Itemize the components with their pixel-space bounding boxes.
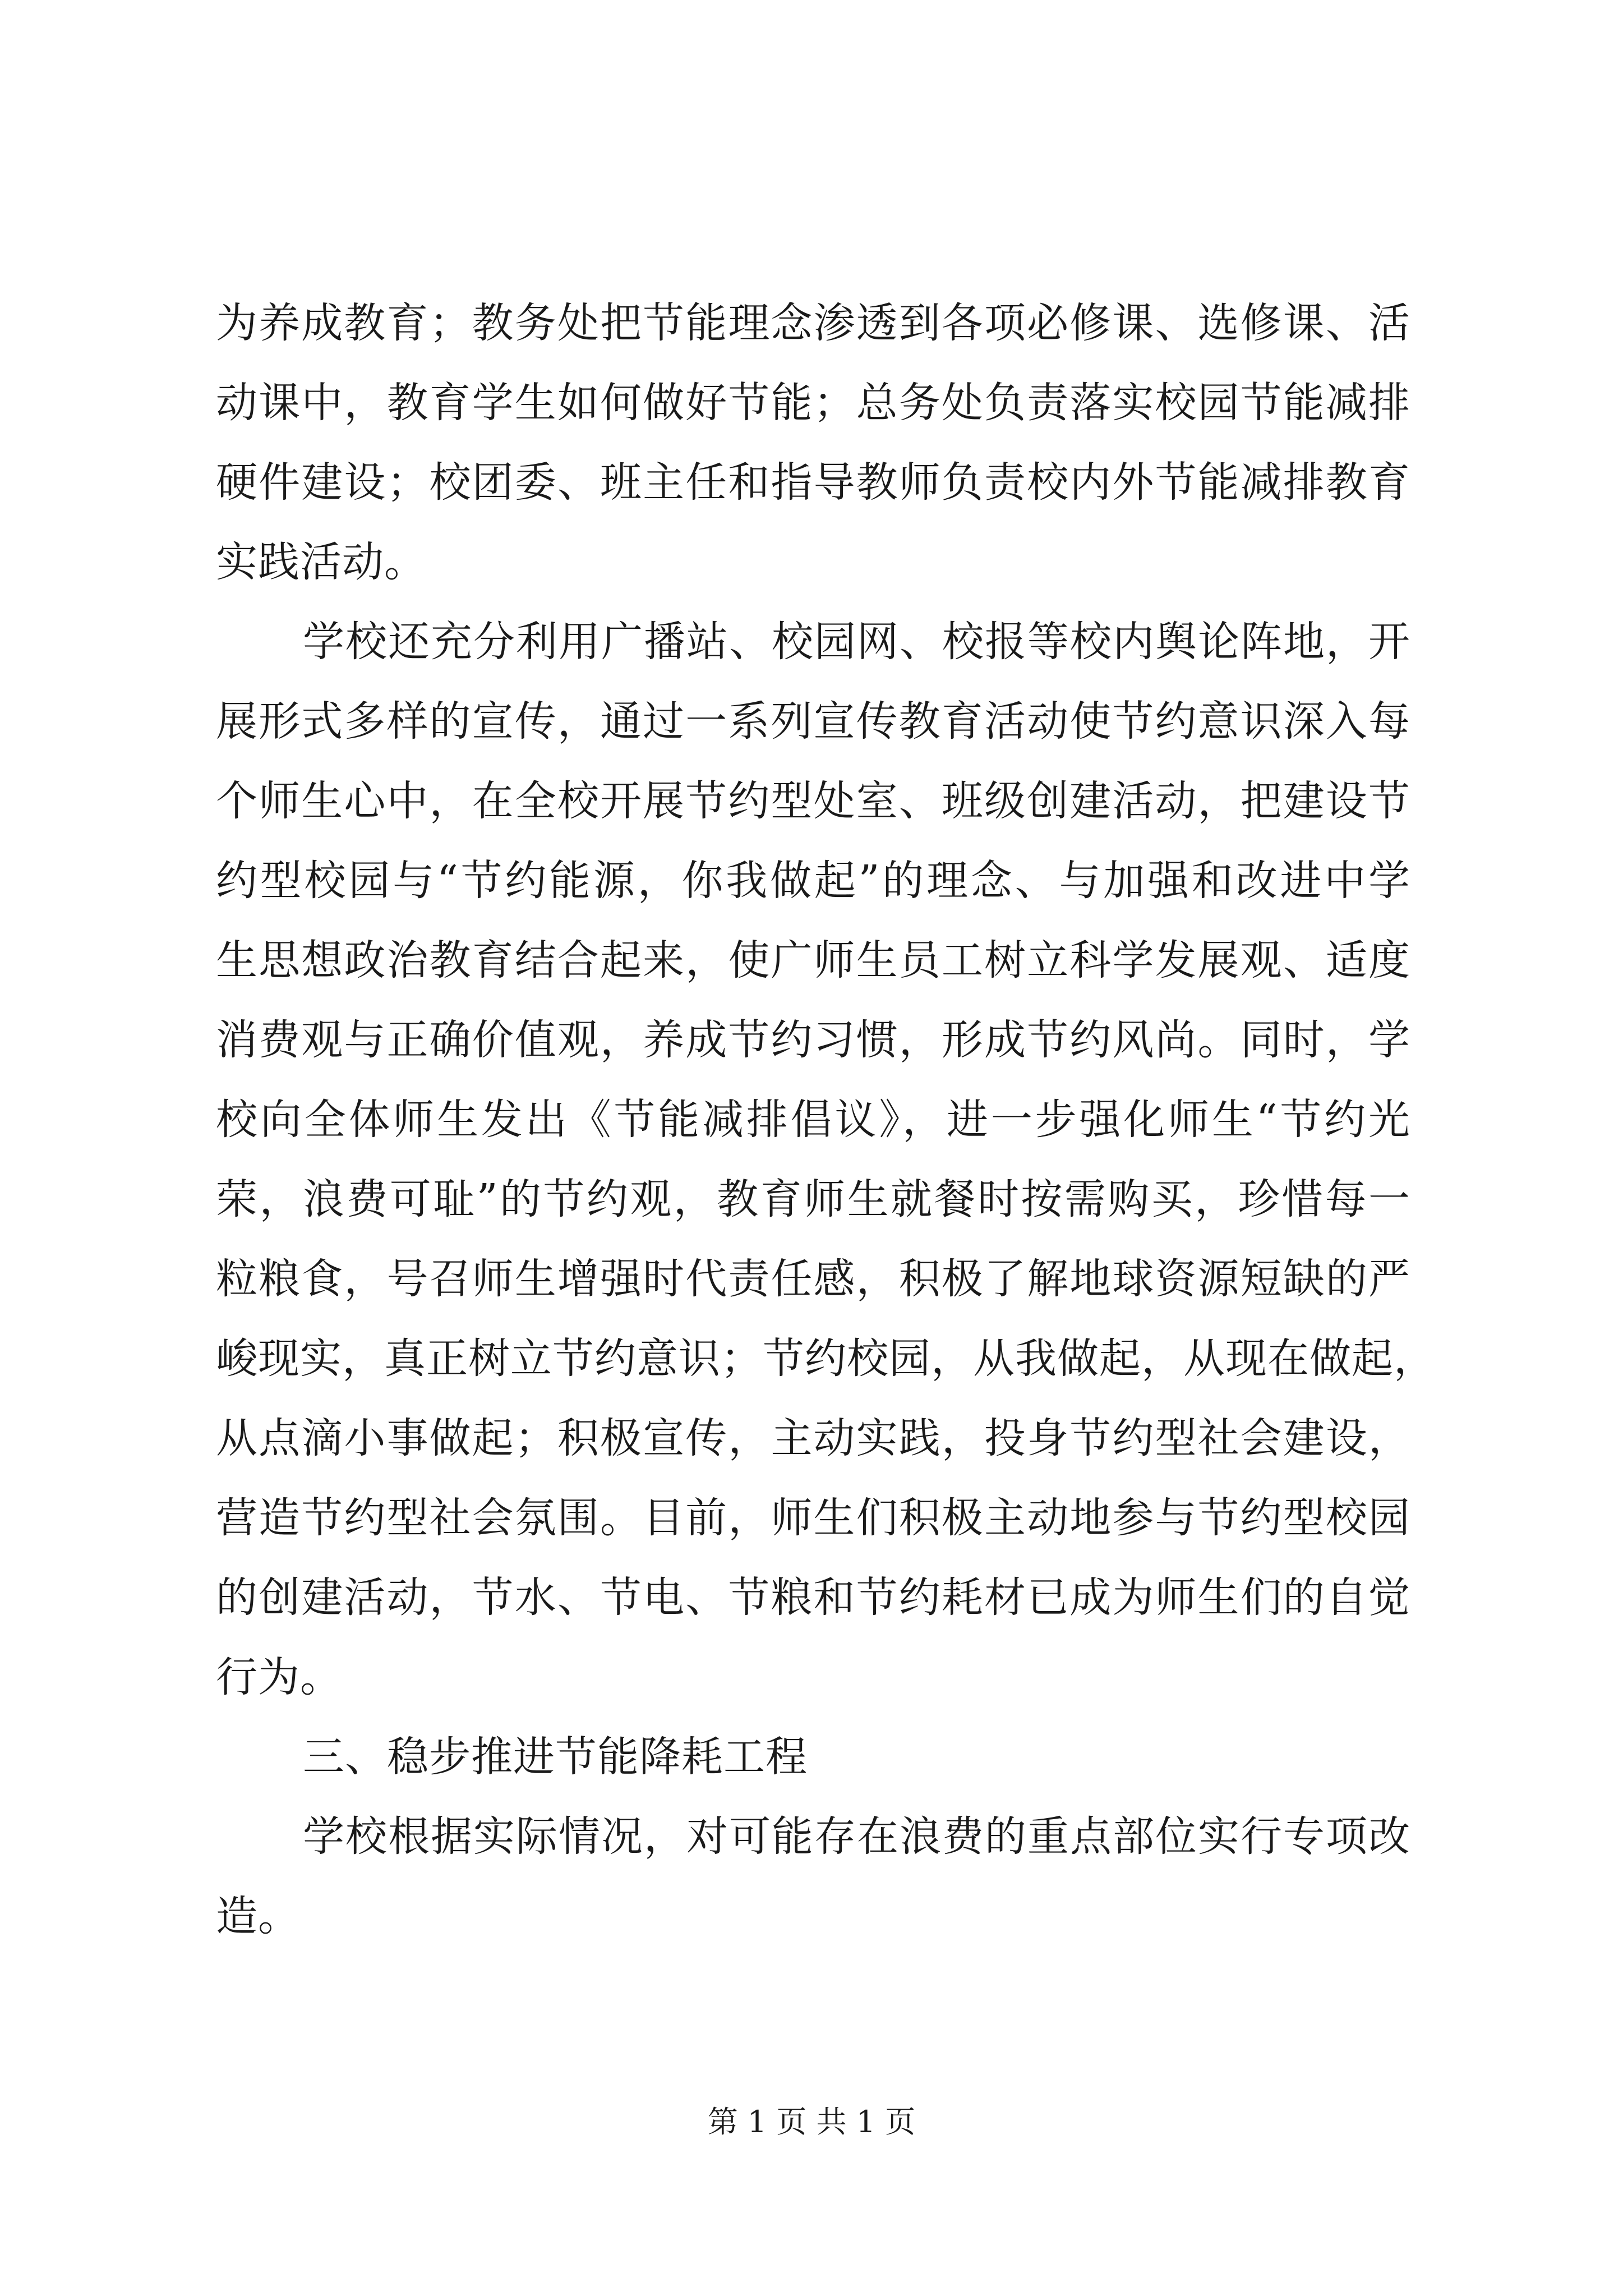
text-line: 从点滴小事做起；积极宣传，主动实践，投身节约型社会建设，: [216, 1414, 1410, 1462]
text-line: 营造节约型社会氛围。目前，师生们积极主动地参与节约型校园: [216, 1494, 1410, 1542]
text-line: 粒粮食，号召师生增强时代责任感，积极了解地球资源短缺的严: [216, 1255, 1410, 1303]
text-line: 荣，浪费可耻”的节约观，教育师生就餐时按需购买，珍惜每一: [216, 1175, 1410, 1223]
text-line: 校向全体师生发出《节能减排倡议》，进一步强化师生“节约光: [216, 1096, 1410, 1144]
text-line: 造。: [216, 1892, 300, 1940]
text-line: 约型校园与“节约能源，你我做起”的理念、与加强和改进中学: [216, 857, 1410, 905]
paragraph-first-line: 学校根据实际情况，对可能存在浪费的重点部位实行专项改: [303, 1812, 1410, 1861]
section-heading: 三、稳步推进节能降耗工程: [303, 1733, 808, 1781]
text-line: 个师生心中，在全校开展节约型处室、班级创建活动，把建设节: [216, 777, 1410, 825]
text-line: 硬件建设；校团委、班主任和指导教师负责校内外节能减排教育: [216, 458, 1410, 507]
text-line: 为养成教育；教务处把节能理念渗透到各项必修课、选修课、活: [216, 299, 1410, 347]
text-line: 峻现实，真正树立节约意识；节约校园，从我做起，从现在做起，: [216, 1335, 1436, 1383]
text-line: 展形式多样的宣传，通过一系列宣传教育活动使节约意识深入每: [216, 697, 1410, 746]
text-line: 消费观与正确价值观，养成节约习惯，形成节约风尚。同时，学: [216, 1016, 1410, 1064]
text-line: 动课中，教育学生如何做好节能；总务处负责落实校园节能减排: [216, 379, 1410, 427]
text-line: 的创建活动，节水、节电、节粮和节约耗材已成为师生们的自觉: [216, 1573, 1410, 1622]
text-line: 实践活动。: [216, 538, 426, 586]
document-body: [216, 283, 1436, 1956]
text-line: 生思想政治教育结合起来，使广师生员工树立科学发展观、适度: [216, 936, 1410, 984]
paragraph-first-line: 学校还充分利用广播站、校园网、校报等校内舆论阵地，开: [303, 618, 1410, 666]
page-footer: 第 1 页 共 1 页: [707, 2104, 916, 2139]
text-line: 行为。: [216, 1653, 342, 1701]
